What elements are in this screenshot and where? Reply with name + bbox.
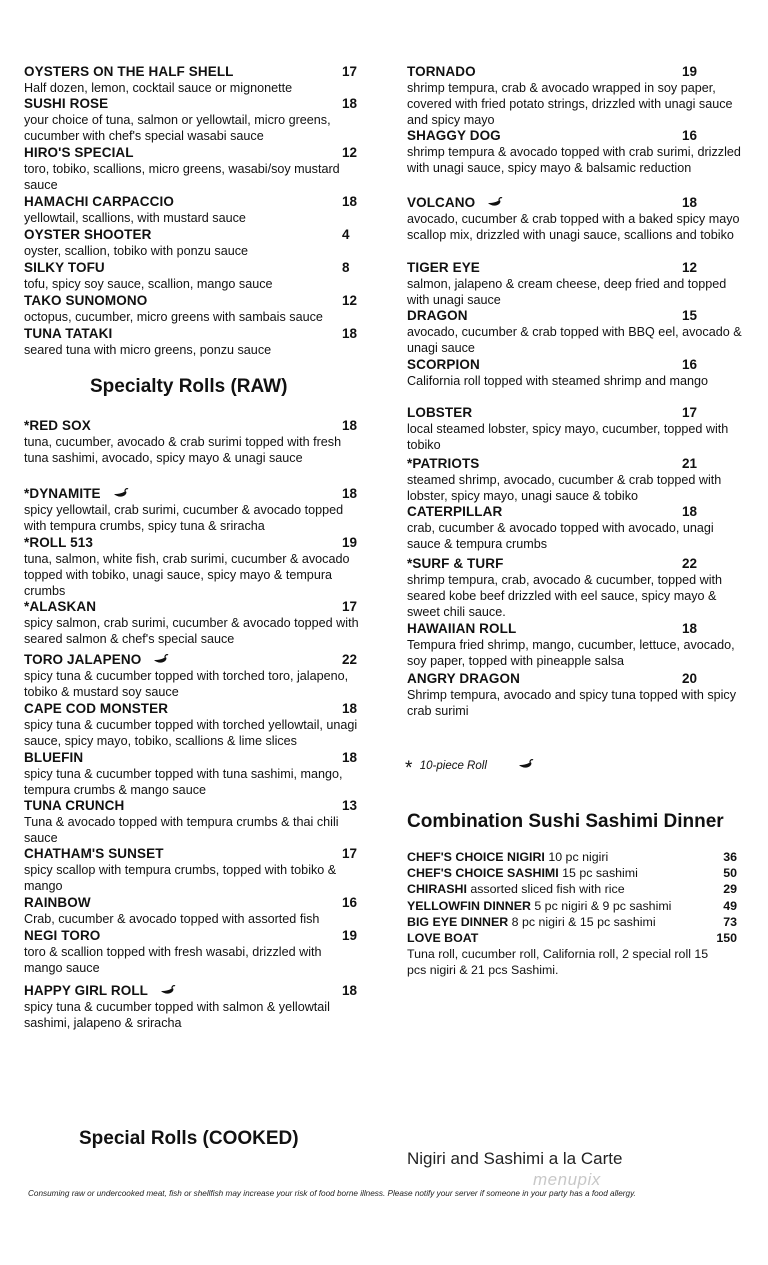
combo-name: YELLOWFIN DINNER xyxy=(407,898,531,913)
item-name: *RED SOX xyxy=(24,418,91,433)
item-price: 19 xyxy=(342,928,358,943)
item-name: BLUEFIN xyxy=(24,750,84,765)
menu-item xyxy=(24,96,360,144)
love-boat-desc: Tuna roll, cucumber roll, California roll, 2 special roll 15 pcs nigiri & 21 pcs Sashimi. xyxy=(407,947,709,978)
combo-detail: 5 pc nigiri & 9 pc sashimi xyxy=(530,898,672,913)
menu-item xyxy=(407,260,742,308)
section-heading-nigiri-sashimi: Nigiri and Sashimi a la Carte xyxy=(407,1149,623,1168)
legend xyxy=(405,758,534,780)
combo-detail: 15 pc sashimi xyxy=(558,866,638,881)
item-name: TAKO SUNOMONO xyxy=(24,293,148,308)
item-desc: yellowtail, scallions, with mustard sauce xyxy=(24,211,246,225)
item-desc: shrimp tempura & avocado topped with crab surimi, drizzled with unagi sauce, spicy mayo & balsamic reduction xyxy=(407,145,741,176)
food-safety-disclaimer: Consuming raw or undercooked meat, fish or shellfish may increase your risk of food borne illness. Please notify your server if someone in your party has a food allergy. xyxy=(28,1189,636,1198)
menu-item xyxy=(24,260,360,292)
item-name: SILKY TOFU xyxy=(24,260,105,275)
menu-item xyxy=(407,621,742,669)
item-price: 21 xyxy=(682,456,698,471)
item-desc: spicy tuna & cucumber topped with tuna sashimi, mango, tempura crumbs & mango sauce xyxy=(24,767,343,798)
section-heading-specialty-raw: Specialty Rolls (RAW) xyxy=(90,376,288,397)
item-name: SHAGGY DOG xyxy=(407,128,501,143)
item-name: DRAGON xyxy=(407,308,468,323)
item-desc: your choice of tuna, salmon or yellowtail, micro greens, cucumber with chef's special wasabi sauce xyxy=(24,113,331,144)
item-name-text: *DYNAMITE xyxy=(24,486,101,501)
item-name: CHATHAM'S SUNSET xyxy=(24,846,164,861)
combo-row xyxy=(407,898,737,914)
item-price: 18 xyxy=(342,194,358,209)
menu-item xyxy=(407,504,742,552)
item-name xyxy=(24,983,360,999)
item-name: LOBSTER xyxy=(407,405,473,420)
item-price: 18 xyxy=(342,326,358,341)
item-price: 4 xyxy=(342,227,350,242)
combo-detail: 8 pc nigiri & 15 pc sashimi xyxy=(508,914,656,929)
combo-detail: 10 pc nigiri xyxy=(544,850,609,864)
item-name: HAMACHI CARPACCIO xyxy=(24,194,174,209)
menu-item xyxy=(407,556,742,621)
item-desc: Half dozen, lemon, cocktail sauce or mignonette xyxy=(24,81,293,95)
item-name: CATERPILLAR xyxy=(407,504,503,519)
item-name: *PATRIOTS xyxy=(407,456,480,471)
menu-item xyxy=(407,128,742,176)
item-desc: spicy tuna & cucumber topped with torched yellowtail, unagi sauce, spicy mayo, tobiko, scallions & lime slices xyxy=(24,718,358,749)
item-price: 22 xyxy=(682,556,698,571)
item-price: 8 xyxy=(342,260,350,275)
combo-price: 73 xyxy=(723,914,737,929)
item-price: 18 xyxy=(682,504,698,519)
item-price: 18 xyxy=(342,486,358,501)
combo-name: CHEF'S CHOICE SASHIMI xyxy=(407,866,559,881)
item-price: 12 xyxy=(342,293,358,308)
item-desc: Tempura fried shrimp, mango, cucumber, lettuce, avocado, soy paper, topped with pineapple salsa xyxy=(407,638,735,669)
item-desc: spicy salmon, crab surimi, cucumber & avocado topped with seared salmon & chef's special sauce xyxy=(24,616,359,647)
menu-item xyxy=(24,194,360,226)
item-name: OYSTER SHOOTER xyxy=(24,227,152,242)
menu-item xyxy=(24,846,360,894)
menu-item xyxy=(24,928,360,976)
item-desc: spicy yellowtail, crab surimi, cucumber & avocado topped with tempura crumbs, spicy tuna & sriracha xyxy=(24,503,344,534)
combo-price: 50 xyxy=(723,866,737,881)
item-name: HIRO'S SPECIAL xyxy=(24,145,134,160)
item-price: 19 xyxy=(682,64,698,79)
menu-item xyxy=(24,227,360,259)
item-name: TUNA CRUNCH xyxy=(24,798,125,813)
item-desc: shrimp tempura, crab & avocado wrapped in soy paper, covered with fried potato strings, drizzled with unagi sauce and spicy mayo xyxy=(407,81,733,128)
chili-pepper-icon xyxy=(487,197,503,208)
item-name: HAWAIIAN ROLL xyxy=(407,621,517,636)
menu-item xyxy=(407,64,742,129)
item-desc: spicy tuna & cucumber topped with salmon & yellowtail sashimi, jalapeno & sriracha xyxy=(24,1000,330,1031)
chili-pepper-icon xyxy=(518,759,534,770)
item-price: 16 xyxy=(682,357,698,372)
menu-item xyxy=(24,652,360,700)
menu-item xyxy=(24,983,360,1031)
item-price: 18 xyxy=(342,750,358,765)
menu-item xyxy=(24,750,360,798)
item-price: 20 xyxy=(682,671,698,686)
menu-item xyxy=(24,798,360,846)
item-desc: California roll topped with steamed shrimp and mango xyxy=(407,374,709,388)
item-name: SCORPION xyxy=(407,357,480,372)
item-name: SUSHI ROSE xyxy=(24,96,109,111)
item-desc: steamed shrimp, avocado, cucumber & crab topped with lobster, spicy mayo, unagi sauce & tobiko xyxy=(407,473,722,504)
menu-item xyxy=(24,145,360,193)
item-price: 16 xyxy=(342,895,358,910)
combo-name: CHIRASHI xyxy=(407,882,467,897)
item-desc: tofu, spicy soy sauce, scallion, mango sauce xyxy=(24,277,273,291)
item-name xyxy=(24,486,360,502)
menu-item xyxy=(24,293,360,325)
chili-pepper-icon xyxy=(113,488,129,499)
item-desc: Tuna & avocado topped with tempura crumbs & thai chili sauce xyxy=(24,815,339,846)
item-name: OYSTERS ON THE HALF SHELL xyxy=(24,64,234,79)
item-name: *SURF & TURF xyxy=(407,556,504,571)
combo-name: LOVE BOAT xyxy=(407,930,479,945)
watermark-logo: menupix xyxy=(533,1170,601,1189)
item-price: 17 xyxy=(342,846,358,861)
item-desc: tuna, salmon, white fish, crab surimi, cucumber & avocado topped with tobiko, unagi sauce, spicy mayo & tempura crumbs xyxy=(24,552,350,599)
combo-price: 49 xyxy=(723,898,737,913)
menu-item xyxy=(24,326,360,358)
item-price: 17 xyxy=(342,599,358,614)
combo-price: 29 xyxy=(723,882,737,897)
combo-row xyxy=(407,849,737,865)
combo-row xyxy=(407,914,737,930)
item-price: 22 xyxy=(342,652,358,667)
item-name-text: VOLCANO xyxy=(407,195,476,210)
item-desc: avocado, cucumber & crab topped with a baked spicy mayo scallop mix, drizzled with unagi sauce, scallions and tobiko xyxy=(407,212,740,243)
item-name-text: HAPPY GIRL ROLL xyxy=(24,983,149,998)
item-name: *ROLL 513 xyxy=(24,535,93,550)
item-price: 18 xyxy=(342,701,358,716)
item-desc: spicy scallop with tempura crumbs, topped with tobiko & mango xyxy=(24,863,337,894)
combo-row xyxy=(407,865,737,881)
item-desc: avocado, cucumber & crab topped with BBQ eel, avocado & unagi sauce xyxy=(407,325,742,356)
item-price: 15 xyxy=(682,308,698,323)
menu-item xyxy=(407,357,742,389)
legend-star: * xyxy=(405,758,413,779)
combo-name: CHEF'S CHOICE NIGIRI xyxy=(407,850,545,864)
item-desc: octopus, cucumber, micro greens with sambais sauce xyxy=(24,310,323,324)
item-price: 18 xyxy=(342,96,358,111)
menu-item xyxy=(24,64,360,96)
item-name: TUNA TATAKI xyxy=(24,326,113,341)
item-price: 18 xyxy=(342,418,358,433)
menu-item xyxy=(24,701,360,749)
item-price: 19 xyxy=(342,535,358,550)
item-name: ANGRY DRAGON xyxy=(407,671,520,686)
menu-item xyxy=(24,535,360,600)
item-price: 16 xyxy=(682,128,698,143)
item-desc: toro, tobiko, scallions, micro greens, wasabi/soy mustard sauce xyxy=(24,162,340,193)
chili-pepper-icon xyxy=(160,985,176,996)
combination-list xyxy=(407,849,737,979)
item-name xyxy=(24,652,360,668)
item-desc: local steamed lobster, spicy mayo, cucumber, topped with tobiko xyxy=(407,422,729,453)
item-price: 12 xyxy=(342,145,358,160)
combo-row xyxy=(407,930,737,946)
item-desc: oyster, scallion, tobiko with ponzu sauce xyxy=(24,244,249,258)
menu-item xyxy=(407,308,742,356)
legend-note: 10-piece Roll xyxy=(419,760,487,772)
item-name-text: TORO JALAPENO xyxy=(24,652,142,667)
item-name: TIGER EYE xyxy=(407,260,480,275)
menu-item xyxy=(24,486,360,534)
item-price: 17 xyxy=(682,405,698,420)
item-desc: spicy tuna & cucumber topped with torched toro, jalapeno, tobiko & mustard soy sauce xyxy=(24,669,349,700)
combo-price: 150 xyxy=(716,930,737,945)
section-heading-special-cooked: Special Rolls (COOKED) xyxy=(79,1128,299,1149)
item-name: *ALASKAN xyxy=(24,599,97,614)
item-name: TORNADO xyxy=(407,64,476,79)
item-desc: tuna, cucumber, avocado & crab surimi topped with fresh tuna sashimi, avocado, spicy mayo & unagi sauce xyxy=(24,435,342,466)
item-price: 13 xyxy=(342,798,358,813)
item-price: 18 xyxy=(682,621,698,636)
item-desc: salmon, jalapeno & cream cheese, deep fried and topped with unagi sauce xyxy=(407,277,727,308)
item-price: 17 xyxy=(342,64,358,79)
menu-item xyxy=(407,405,742,453)
combo-name: BIG EYE DINNER xyxy=(407,914,509,929)
item-price: 18 xyxy=(342,983,358,998)
menu-item xyxy=(24,599,360,647)
item-desc: Shrimp tempura, avocado and spicy tuna topped with spicy crab surimi xyxy=(407,688,737,719)
item-desc: crab, cucumber & avocado topped with avocado, unagi sauce & tempura crumbs xyxy=(407,521,714,552)
menu-item xyxy=(407,195,742,243)
item-name: NEGI TORO xyxy=(24,928,101,943)
item-desc: seared tuna with micro greens, ponzu sauce xyxy=(24,343,272,357)
menu-item xyxy=(407,456,742,504)
combo-detail: assorted sliced fish with rice xyxy=(466,882,625,897)
item-name: CAPE COD MONSTER xyxy=(24,701,169,716)
combo-price: 36 xyxy=(723,850,737,864)
menu-item xyxy=(407,671,742,719)
item-price: 18 xyxy=(682,195,698,210)
item-desc: shrimp tempura, crab, avocado & cucumber, topped with seared kobe beef drizzled with eel sauce, spicy mayo & sweet chili sauce. xyxy=(407,573,723,620)
menu-item xyxy=(24,895,360,927)
item-name: RAINBOW xyxy=(24,895,91,910)
item-desc: toro & scallion topped with fresh wasabi, drizzled with mango sauce xyxy=(24,945,322,976)
combo-row xyxy=(407,881,737,897)
menu-item xyxy=(24,418,360,466)
item-price: 12 xyxy=(682,260,698,275)
item-desc: Crab, cucumber & avocado topped with assorted fish xyxy=(24,912,320,926)
chili-pepper-icon xyxy=(153,654,169,665)
section-heading-combination: Combination Sushi Sashimi Dinner xyxy=(407,811,724,832)
